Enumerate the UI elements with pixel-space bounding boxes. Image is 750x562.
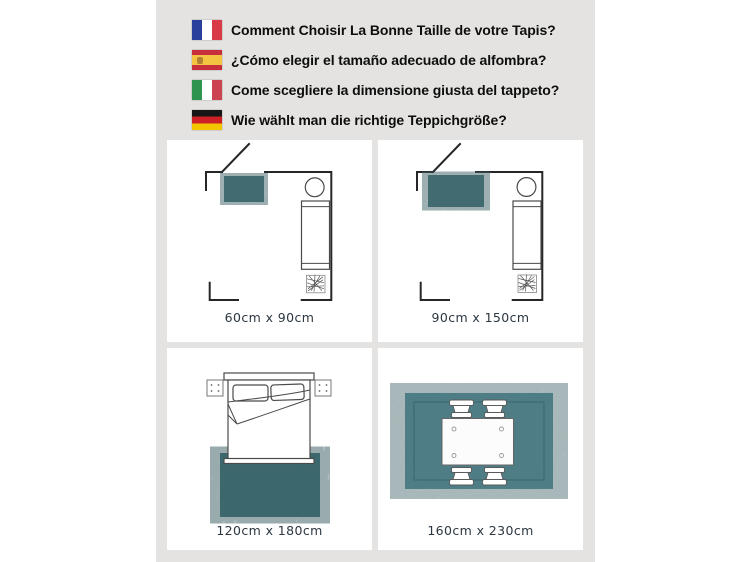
round-side-table-icon [305,178,324,197]
size-label: 160cm x 230cm [427,523,534,538]
card-rug-160x230 [378,348,583,550]
spain-flag-icon [192,50,222,70]
card-rug-60x90 [167,140,372,342]
card-rug-90x150 [378,140,583,342]
bedroom-plan-120x180-diagram [167,348,372,550]
size-label: 120cm x 180cm [216,523,323,538]
round-side-table-icon [517,178,536,197]
nightstand-icon [315,380,331,396]
header-title-italian: Come scegliere la dimensione giusta del tappeto? [231,82,560,98]
dining-plan-160x230-diagram [378,348,583,550]
card-rug-120x180 [167,348,372,550]
header-row-french [156,20,595,40]
infographic-panel [156,0,595,562]
nightstand-icon [207,380,223,396]
header-row-german [156,110,595,130]
rug-60x90 [224,176,264,202]
potted-plant-icon [518,275,537,293]
germany-flag-icon [192,110,222,130]
headboard [224,373,314,380]
pillow [233,385,268,401]
potted-plant-icon [307,275,326,293]
header-row-italian [156,80,595,100]
header-title-german: Wie wählt man die richtige Teppichgröße? [231,112,507,128]
italy-flag-icon [192,80,222,100]
rug-90x150 [428,175,484,207]
bed-icon [224,373,314,464]
header-title-spanish: ¿Cómo elegir el tamaño adecuado de alfombra? [231,52,547,68]
header-row-spanish [156,50,595,70]
console-table-icon [513,201,541,269]
dining-table-icon [442,419,514,466]
france-flag-icon [192,20,222,40]
footboard [224,459,314,464]
console-table-icon [302,201,330,269]
size-label: 60cm x 90cm [224,310,315,325]
size-label: 90cm x 150cm [431,310,530,325]
header-title-french: Comment Choisir La Bonne Taille de votre Tapis? [231,22,556,38]
header [156,20,595,140]
